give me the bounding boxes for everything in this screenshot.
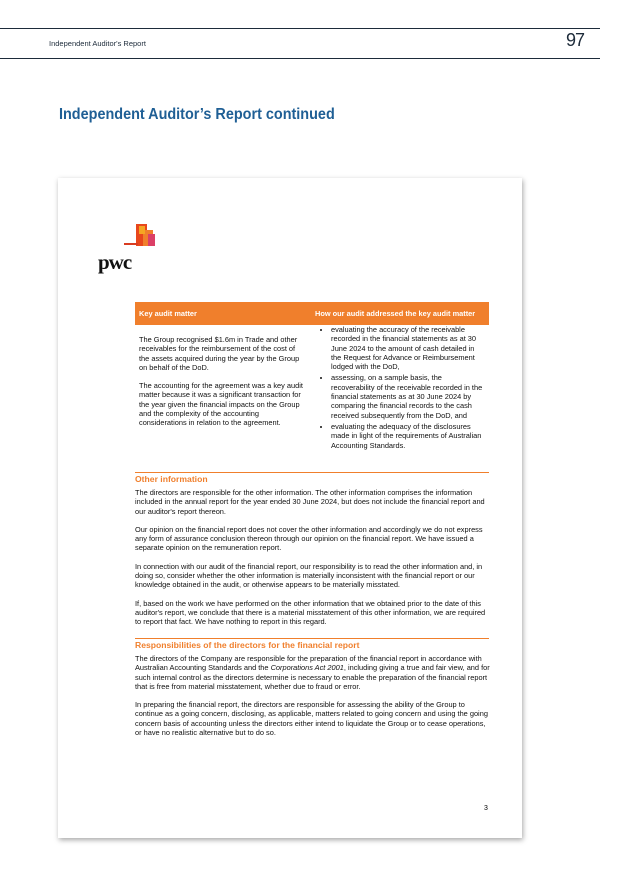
audit-procedures-list [315,325,485,450]
section-heading-other-information: Other information [135,474,208,484]
document-page-number: 3 [484,805,488,812]
text: The directors of the Company are responsible for the preparation of the financial report in accordance with Australian Accounting Standards and the [135,654,482,673]
pwc-wordmark: pwc [98,250,132,274]
kam-paragraph: The Group recognised $1.6m in Trade and other receivables for the reimbursement of the cost of the assets acquired during the year by the Group on behalf of the DoD. [139,335,300,372]
paragraph: In connection with our audit of the financial report, our responsibility is to read the other information and, in doing so, consider whether the other information is materially inconsistent with the financial report or our knowledge obtained in the audit, or otherwise appears to be materially misstated. [135,561,483,590]
table-row [135,325,489,452]
section-heading-responsibilities: Responsibilities of the directors for the financial report [135,640,360,650]
list-item: • assessing, on a sample basis, the recoverability of the receivable recorded in the financial statements as at 30 June 2024 by comparing the financial records to the cash received subsequently from the DoD, and [331,373,485,419]
page-title: Independent Auditor’s Report continued [59,106,335,123]
responsibilities-body [135,654,491,746]
table-header-how-addressed: How our audit addressed the key audit matter [311,302,489,325]
section-divider [135,472,489,473]
paragraph: The directors are responsible for the other information. The other information comprises the information included in the annual report for the year ended 30 June 2024, but does not include the financial report and our auditor's report thereon. [135,488,485,516]
section-divider [135,638,489,639]
act-name: Corporations Act 2001 [270,663,344,673]
paragraph: In preparing the financial report, the directors are responsible for assessing the ability of the Group to continue as a going concern, disclosing, as applicable, matters related to going concern and using the going concern basis of accounting unless the directors either intend to liquidate the Group or to cease operations, or have no realistic alternative but to do so. [135,700,488,738]
header-section-label: Independent Auditor's Report [49,39,146,48]
header-bottom-rule [0,58,600,59]
header-page-number: 97 [566,30,585,50]
kam-paragraph: The accounting for the agreement was a key audit matter because it was a significant transaction for the year given the financial impacts on the Group and the complexity of the accounting considerations in relation to the agreement. [139,381,303,428]
table-header-key-audit-matter: Key audit matter [135,302,311,325]
list-item: • evaluating the adequacy of the disclosures made in light of the requirements of Australian Accounting Standards. [331,422,485,450]
paragraph: Our opinion on the financial report does not cover the other information and accordingly we do not express any form of assurance conclusion thereon through our opinion on the financial report. We have issued a separate opinion on the remuneration report. [135,524,483,553]
embedded-document-page [58,178,522,838]
paragraph: If, based on the work we have performed on the other information that we obtained prior to the date of this auditor's report, we conclude that there is a material misstatement of this other information, we are required to report that fact. We have nothing to report in this regard. [135,598,486,627]
list-item: • evaluating the accuracy of the receivable recorded in the financial statements as at 30 June 2024 to the amount of cash detailed in the Request for Advance or Reimbursement lodged with the DoD, [331,325,485,371]
key-audit-matter-table [135,302,489,452]
other-information-body [135,488,491,636]
text: , including giving a true and fair view, and for such internal control as the directors determine is necessary to enable the preparation of the financial report that is free from material misstatement, whether due to fraud or error. [135,663,490,691]
pwc-logo [98,224,168,274]
paragraph [135,654,491,691]
header-top-rule [0,28,600,29]
